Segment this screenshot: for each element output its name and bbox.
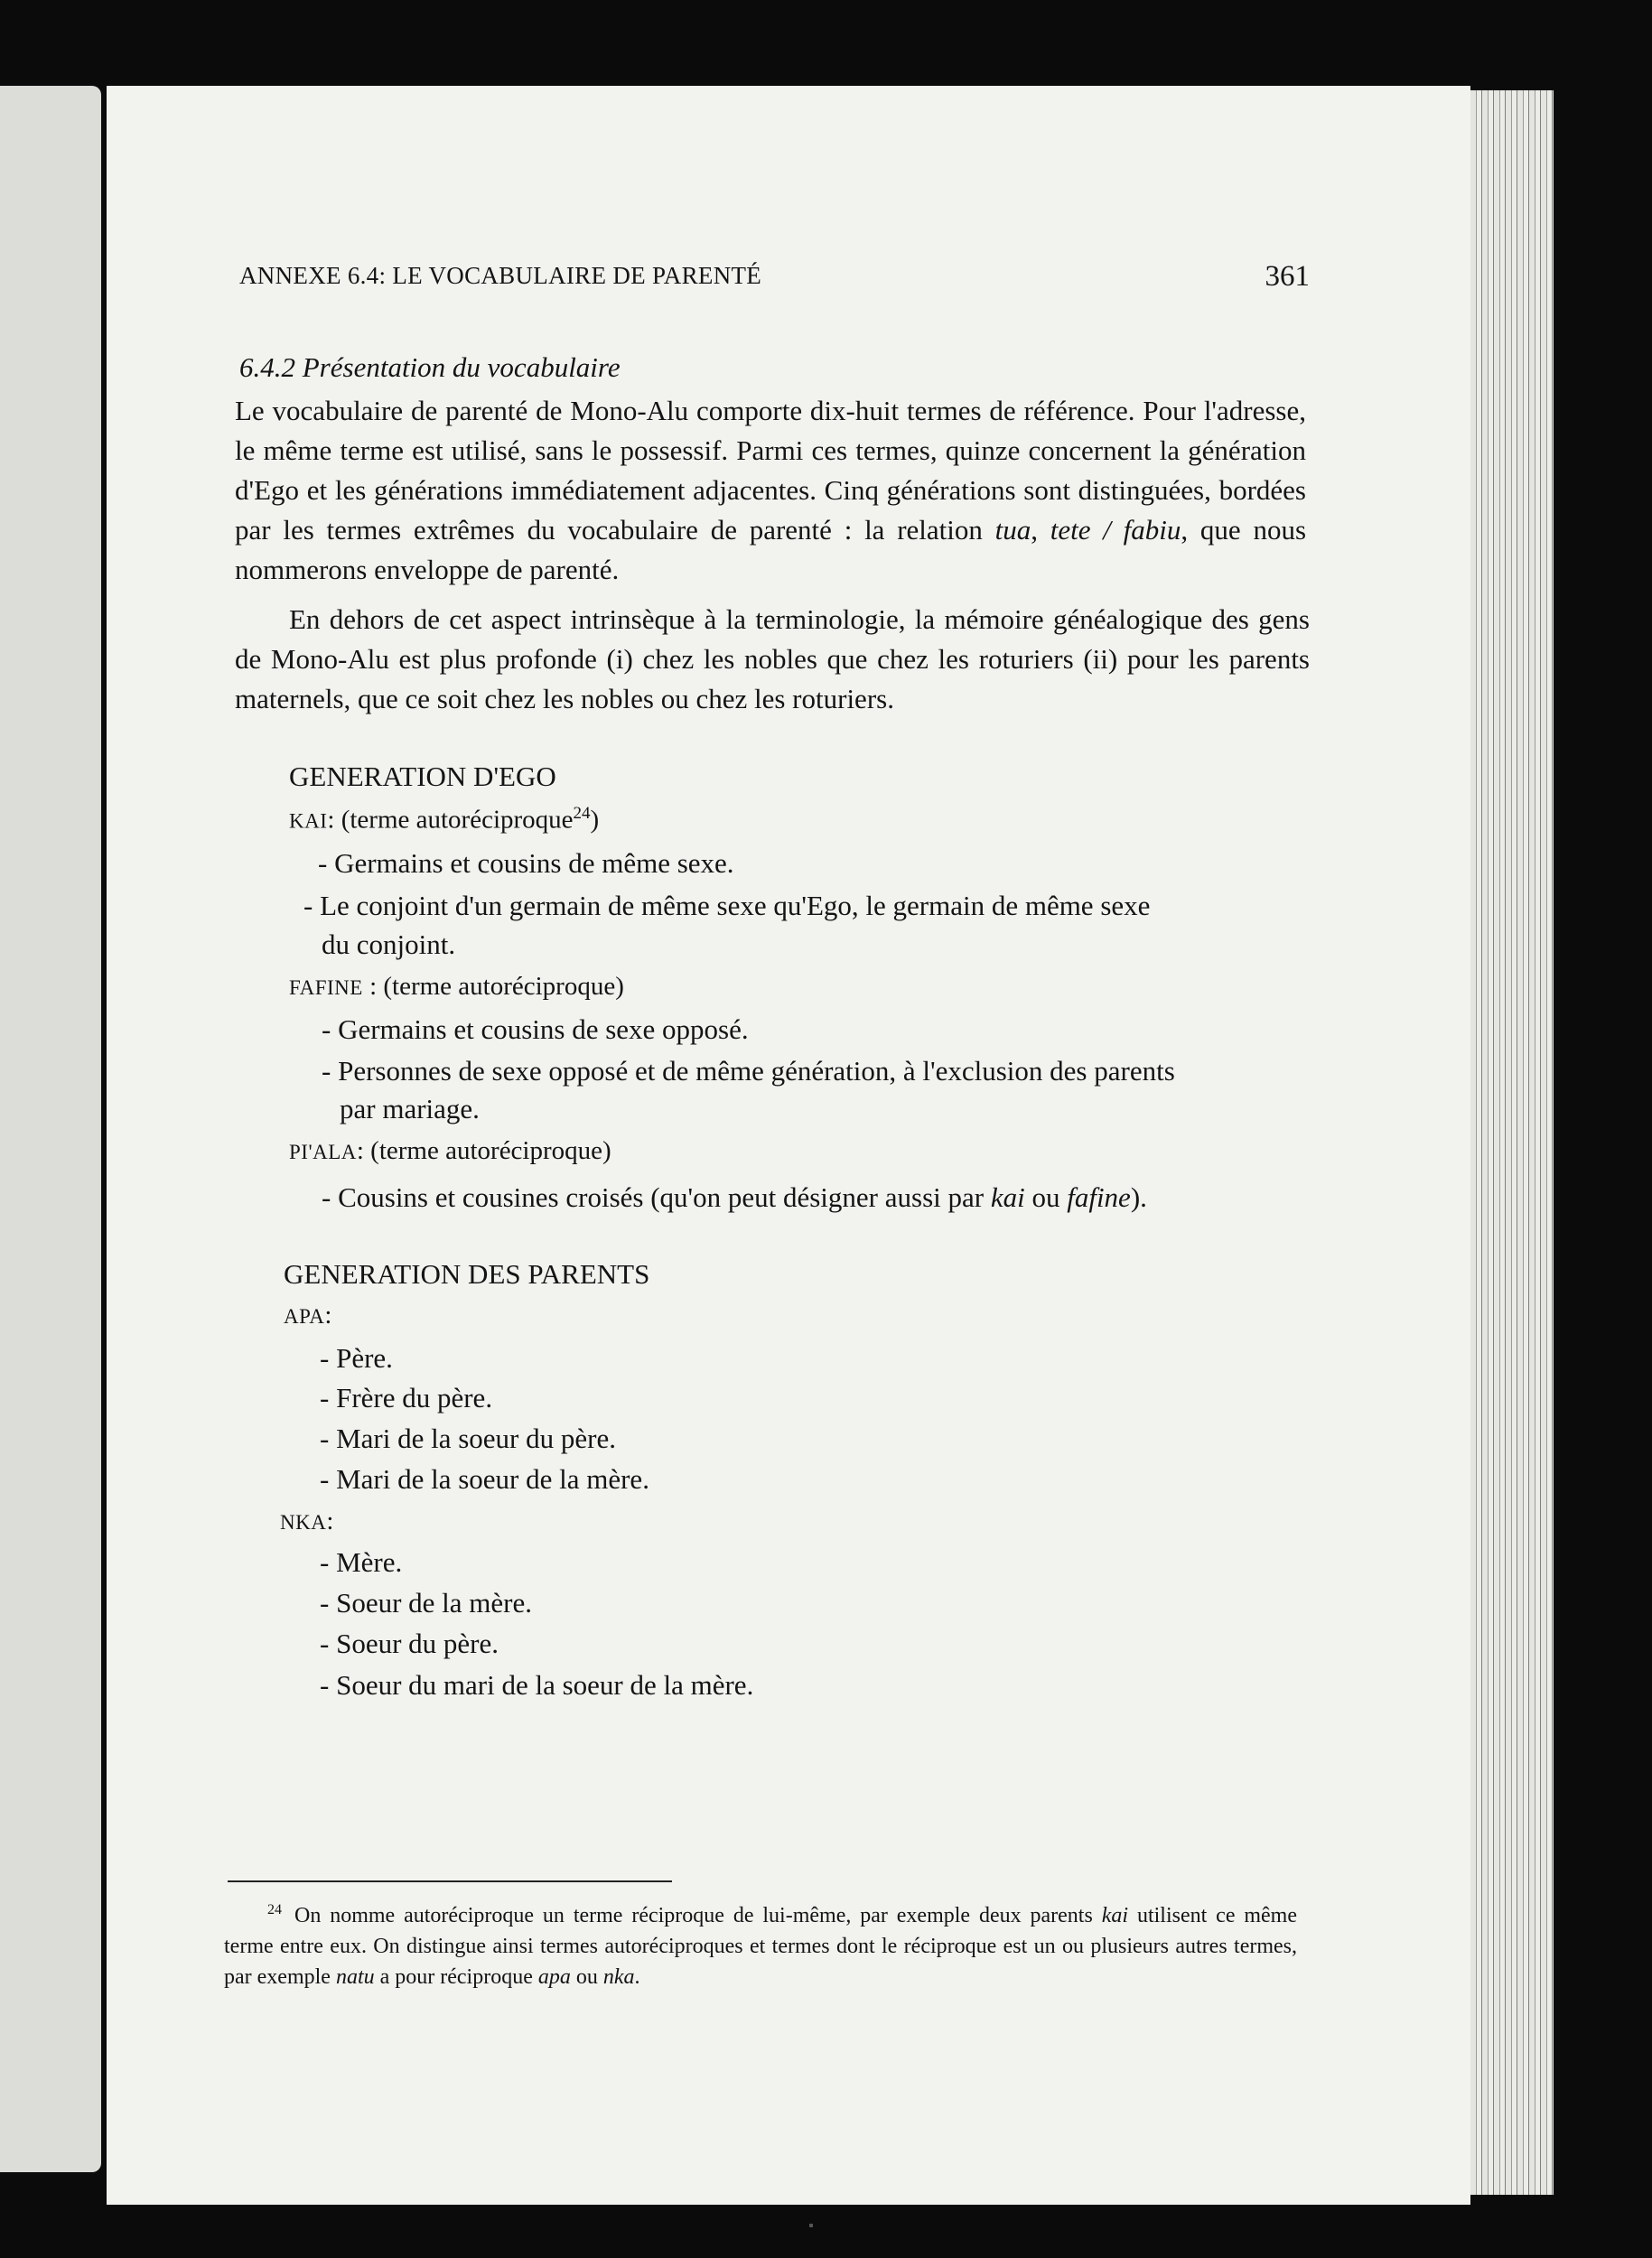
intro-text-2: , que nous nommerons enveloppe de parenté. [235, 514, 1307, 585]
term-tete-fabiu: tete / fabiu [1050, 514, 1181, 546]
kai-term-line [289, 804, 599, 835]
list-item: - Germains et cousins de même sexe. [318, 847, 734, 879]
footnote-ou: ou [570, 1965, 603, 1989]
list-item: - Personnes de sexe opposé et de même génération, à l'exclusion des parents [322, 1055, 1175, 1087]
ego-generation-heading: GENERATION D'EGO [289, 760, 556, 792]
term-fafine: fafine [1067, 1181, 1131, 1213]
list-item: - Germains et cousins de sexe opposé. [322, 1013, 749, 1045]
term-kai: kai [990, 1181, 1025, 1213]
list-item [322, 1181, 1147, 1214]
piala-term-line [289, 1136, 611, 1166]
kai-desc: : (terme autoréciproque [327, 805, 574, 835]
list-item: - Mari de la soeur de la mère. [320, 1463, 649, 1495]
piala-item-suffix: ). [1130, 1181, 1147, 1213]
footnote [224, 1895, 1297, 1992]
apa-term-line [284, 1301, 331, 1330]
list-item: - Le conjoint d'un germain de même sexe qu'Ego, le germain de même sexe [303, 890, 1151, 921]
apa-colon: : [324, 1301, 332, 1330]
footnote-text-3: a pour réciproque [374, 1965, 538, 1989]
list-item: par mariage. [340, 1093, 480, 1124]
kai-close: ) [590, 805, 600, 835]
facing-page-edge [0, 86, 101, 2172]
footnote-separator [228, 1880, 672, 1882]
nka-colon: : [326, 1507, 334, 1535]
piala-item-ou: ou [1024, 1181, 1068, 1213]
running-title: ANNEXE 6.4: LE VOCABULAIRE DE PARENTÉ [239, 262, 762, 289]
apa-term: APA [284, 1305, 325, 1328]
section-heading: 6.4.2 Présentation du vocabulaire [239, 351, 621, 383]
piala-desc: : (terme autoréciproque) [356, 1136, 611, 1165]
footnote-text-2: utilisent ce même terme entre eux. On distingue ainsi termes autoréciproques et termes dont le réciproque est un ou plusieurs autres termes, par exemple [224, 1904, 1297, 1989]
kai-term: KAI [289, 809, 328, 833]
intro-comma: , [1031, 514, 1050, 546]
piala-item-prefix: - Cousins et cousines croisés (qu'on peut désigner aussi par [322, 1181, 991, 1213]
piala-term: PI'ALA [289, 1141, 357, 1163]
parents-generation-heading: GENERATION DES PARENTS [284, 1258, 650, 1290]
footnote-end: . [634, 1965, 640, 1989]
list-item: - Soeur de la mère. [320, 1587, 532, 1619]
footnote-ref: 24 [573, 804, 591, 823]
nka-term: NKA [280, 1511, 327, 1534]
page-header [239, 260, 1310, 296]
footnote-text-1: On nomme autoréciproque un terme réciproque de lui-même, par exemple deux parents [294, 1904, 1102, 1927]
footnote-term-nka: nka [602, 1965, 635, 1989]
list-item: - Mari de la soeur du père. [320, 1423, 616, 1454]
list-item: - Soeur du père. [320, 1628, 499, 1659]
scan-mark [809, 2224, 813, 2227]
list-item: - Mère. [320, 1546, 403, 1578]
second-paragraph: En dehors de cet aspect intrinsèque à la terminologie, la mémoire généalogique des gens de Mono-Alu est plus profonde (i) chez les nobles que chez les roturiers (ii) pour les parents maternels, que ce soit chez les nobles ou chez les roturiers. [235, 603, 1310, 714]
list-item: - Soeur du mari de la soeur de la mère. [320, 1669, 754, 1701]
fafine-desc: : (terme autoréciproque) [362, 972, 624, 1001]
list-item: - Frère du père. [320, 1382, 493, 1414]
nka-term-line [280, 1507, 333, 1536]
list-item: - Père. [320, 1342, 393, 1374]
footnote-term-natu: natu [335, 1965, 375, 1989]
list-item: du conjoint. [322, 928, 456, 960]
footnote-term-kai: kai [1101, 1904, 1129, 1927]
intro-paragraph [235, 391, 1306, 590]
footnote-term-apa: apa [537, 1965, 571, 1989]
footnote-number: 24 [267, 1902, 282, 1917]
fafine-term-line [289, 972, 624, 1002]
term-tua: tua [994, 514, 1031, 546]
page-stack-edges [1470, 90, 1554, 2195]
page-number: 361 [1265, 260, 1310, 293]
fafine-term: FAFINE [289, 976, 363, 999]
intro-text-1: Le vocabulaire de parenté de Mono-Alu comporte dix-huit termes de référence. Pour l'adresse, le même terme est utilisé, sans le possessif. Parmi ces termes, quinze concernent la génération d'Ego et les générations immédiatement adjacentes. Cinq générations sont distinguées, bordées par les termes extrêmes du vocabulaire de parenté : la relation [235, 395, 1306, 546]
